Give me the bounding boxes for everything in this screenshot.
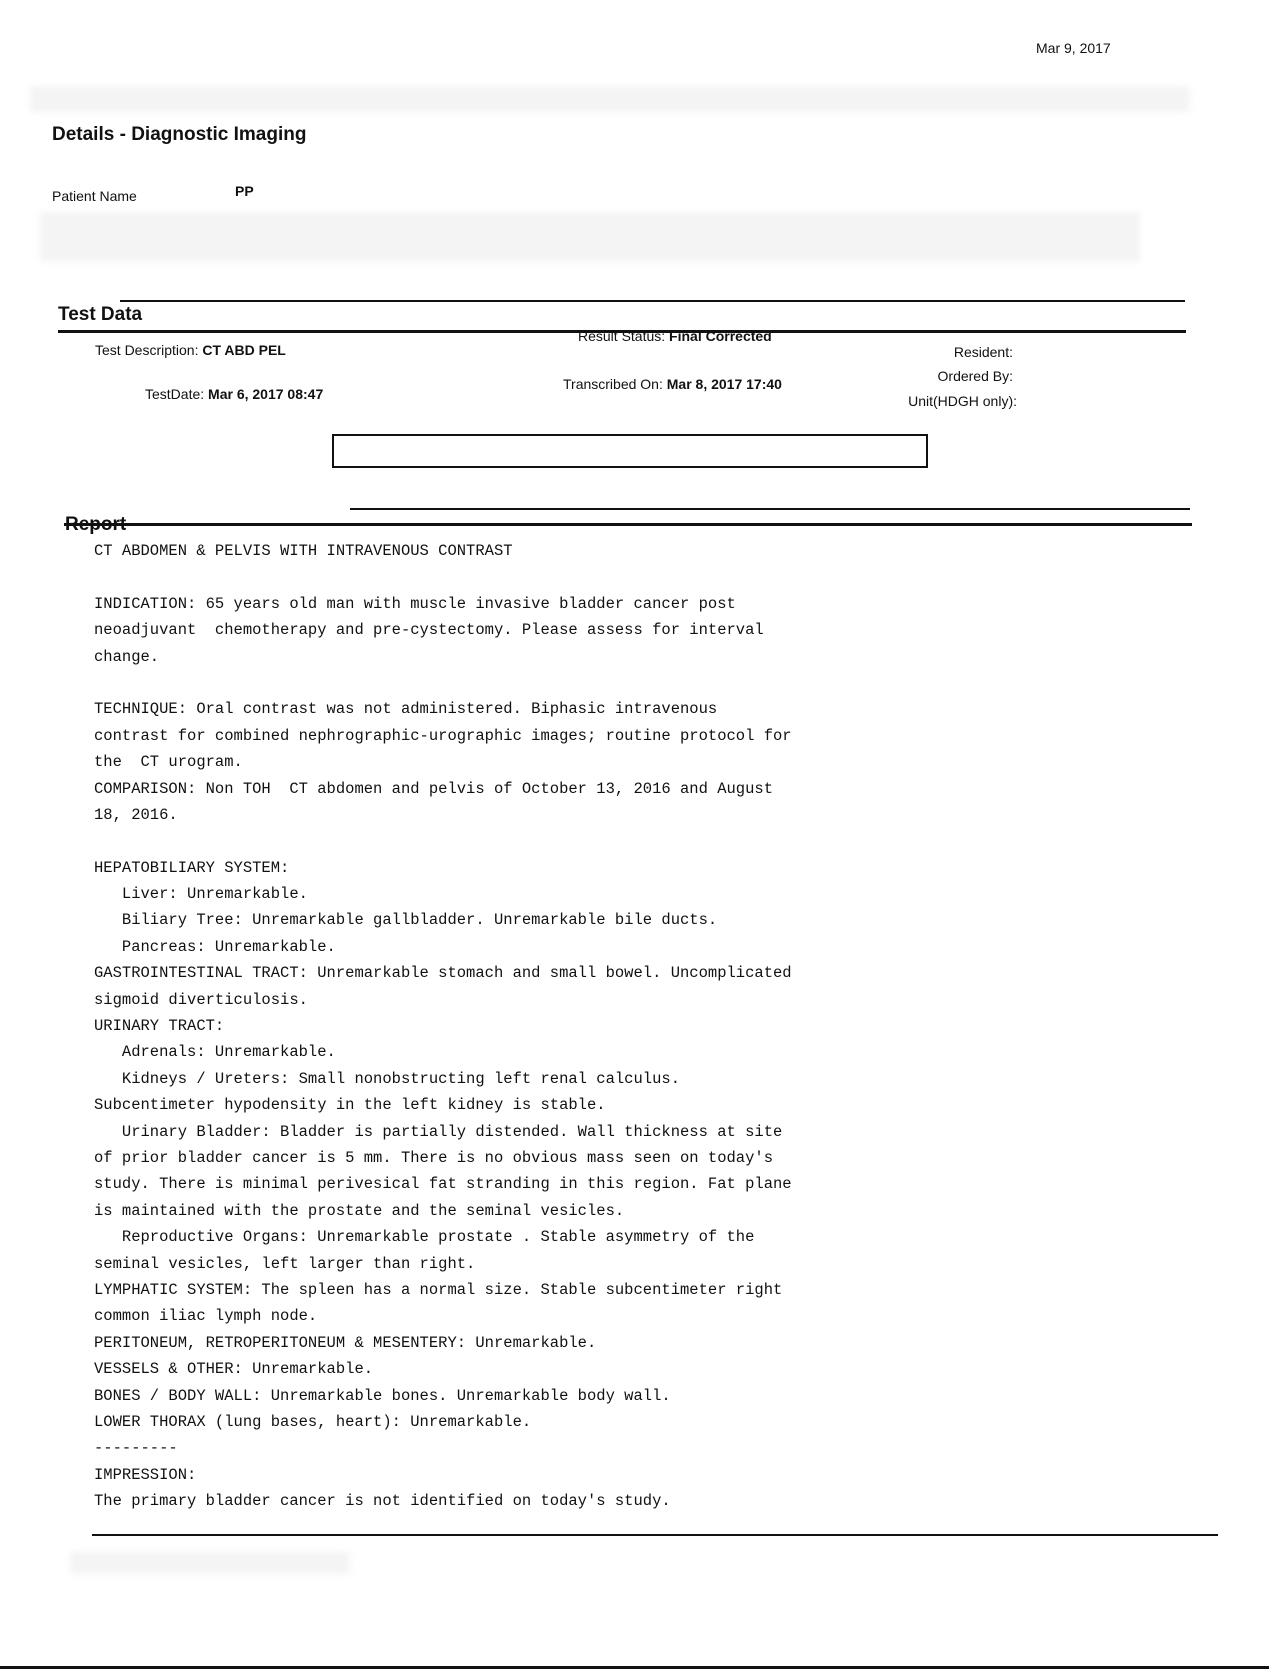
report-line <box>94 564 954 590</box>
report-line: Adrenals: Unremarkable. <box>94 1043 336 1062</box>
result-status-label: Result Status: <box>578 328 666 344</box>
test-data-heading: Test Data <box>58 304 143 325</box>
report-line: Biliary Tree: Unremarkable gallbladder. Unremarkable bile ducts. <box>94 911 718 930</box>
report-line: PERITONEUM, RETROPERITONEUM & MESENTERY: Unremarkable. <box>94 1333 597 1352</box>
transcribed-on-label: Transcribed On: <box>563 376 663 392</box>
report-line: study. There is minimal perivesical fat stranding in this region. Fat plane <box>94 1175 792 1194</box>
report-line: sigmoid diverticulosis. <box>94 990 308 1009</box>
patient-name-label: Patient Name <box>52 188 137 204</box>
report-line: GASTROINTESTINAL TRACT: Unremarkable stomach and small bowel. Uncomplicated <box>94 964 792 983</box>
test-data-top-rule <box>120 300 1185 302</box>
report-line: seminal vesicles, left larger than right. <box>94 1254 476 1273</box>
report-line: Reproductive Organs: Unremarkable prostate . Stable asymmetry of the <box>94 1228 755 1247</box>
test-date-value: Mar 6, 2017 08:47 <box>208 386 324 402</box>
report-line: CT ABDOMEN & PELVIS WITH INTRAVENOUS CONTRAST <box>94 542 513 560</box>
transcribed-on-field <box>563 376 782 392</box>
report-line: INDICATION: 65 years old man with muscle invasive bladder cancer post <box>94 594 736 613</box>
report-line: is maintained with the prostate and the seminal vesicles. <box>94 1201 625 1220</box>
report-line: common iliac lymph node. <box>94 1307 318 1326</box>
report-line <box>94 670 954 696</box>
report-line: of prior bladder cancer is 5 mm. There is no obvious mass seen on today's <box>94 1148 774 1167</box>
report-line: Pancreas: Unremarkable. <box>94 937 336 956</box>
report-line: --------- <box>94 1439 178 1458</box>
report-rule <box>64 523 1192 526</box>
ordered-by-label: Ordered By: <box>937 368 1013 384</box>
redacted-footer-band <box>70 1552 350 1574</box>
report-heading: Report <box>65 514 127 535</box>
resident-label: Resident: <box>953 344 1013 360</box>
report-line: the CT urogram. <box>94 753 243 772</box>
report-line: 18, 2016. <box>94 805 178 824</box>
report-line: LYMPHATIC SYSTEM: The spleen has a normal size. Stable subcentimeter right <box>94 1280 783 1299</box>
report-line: COMPARISON: Non TOH CT abdomen and pelvis of October 13, 2016 and August <box>94 779 774 798</box>
print-date: Mar 9, 2017 <box>1036 40 1111 56</box>
redacted-patient-band <box>40 212 1140 262</box>
report-line <box>94 828 954 854</box>
unit-label: Unit(HDGH only): <box>908 393 1017 409</box>
report-body <box>94 538 954 1514</box>
redaction-box <box>332 434 928 468</box>
report-line: TECHNIQUE: Oral contrast was not administered. Biphasic intravenous <box>94 700 718 719</box>
page-footer-rule <box>0 1666 1269 1669</box>
report-line: Kidneys / Ureters: Small nonobstructing left renal calculus. <box>94 1069 680 1088</box>
report-line: change. <box>94 647 160 666</box>
report-line: The primary bladder cancer is not identified on today's study. <box>94 1492 671 1511</box>
redacted-header-band <box>30 86 1190 112</box>
report-line: IMPRESSION: <box>94 1465 197 1484</box>
test-description-field <box>95 342 286 358</box>
report-line: Liver: Unremarkable. <box>94 885 308 904</box>
report-line: URINARY TRACT: <box>94 1017 225 1036</box>
report-line: Subcentimeter hypodensity in the left kidney is stable. <box>94 1096 606 1115</box>
report-bottom-rule <box>92 1534 1218 1536</box>
patient-name-value: PP <box>235 183 254 199</box>
result-status-field <box>578 328 772 344</box>
test-description-value: CT ABD PEL <box>202 342 286 358</box>
report-line: BONES / BODY WALL: Unremarkable bones. Unremarkable body wall. <box>94 1386 671 1405</box>
report-line: neoadjuvant chemotherapy and pre-cystectomy. Please assess for interval <box>94 621 764 640</box>
report-line: Urinary Bladder: Bladder is partially distended. Wall thickness at site <box>94 1122 783 1141</box>
report-line: LOWER THORAX (lung bases, heart): Unremarkable. <box>94 1412 532 1431</box>
test-description-label: Test Description: <box>95 342 199 358</box>
page-title: Details - Diagnostic Imaging <box>52 124 307 145</box>
result-status-value: Final Corrected <box>669 328 772 344</box>
report-line: HEPATOBILIARY SYSTEM: <box>94 858 290 877</box>
transcribed-on-value: Mar 8, 2017 17:40 <box>666 376 782 392</box>
test-date-label: TestDate: <box>145 386 205 402</box>
test-date-field <box>145 386 323 402</box>
report-top-rule <box>350 508 1190 510</box>
report-line: VESSELS & OTHER: Unremarkable. <box>94 1360 374 1379</box>
report-line: contrast for combined nephrographic-urographic images; routine protocol for <box>94 726 792 745</box>
